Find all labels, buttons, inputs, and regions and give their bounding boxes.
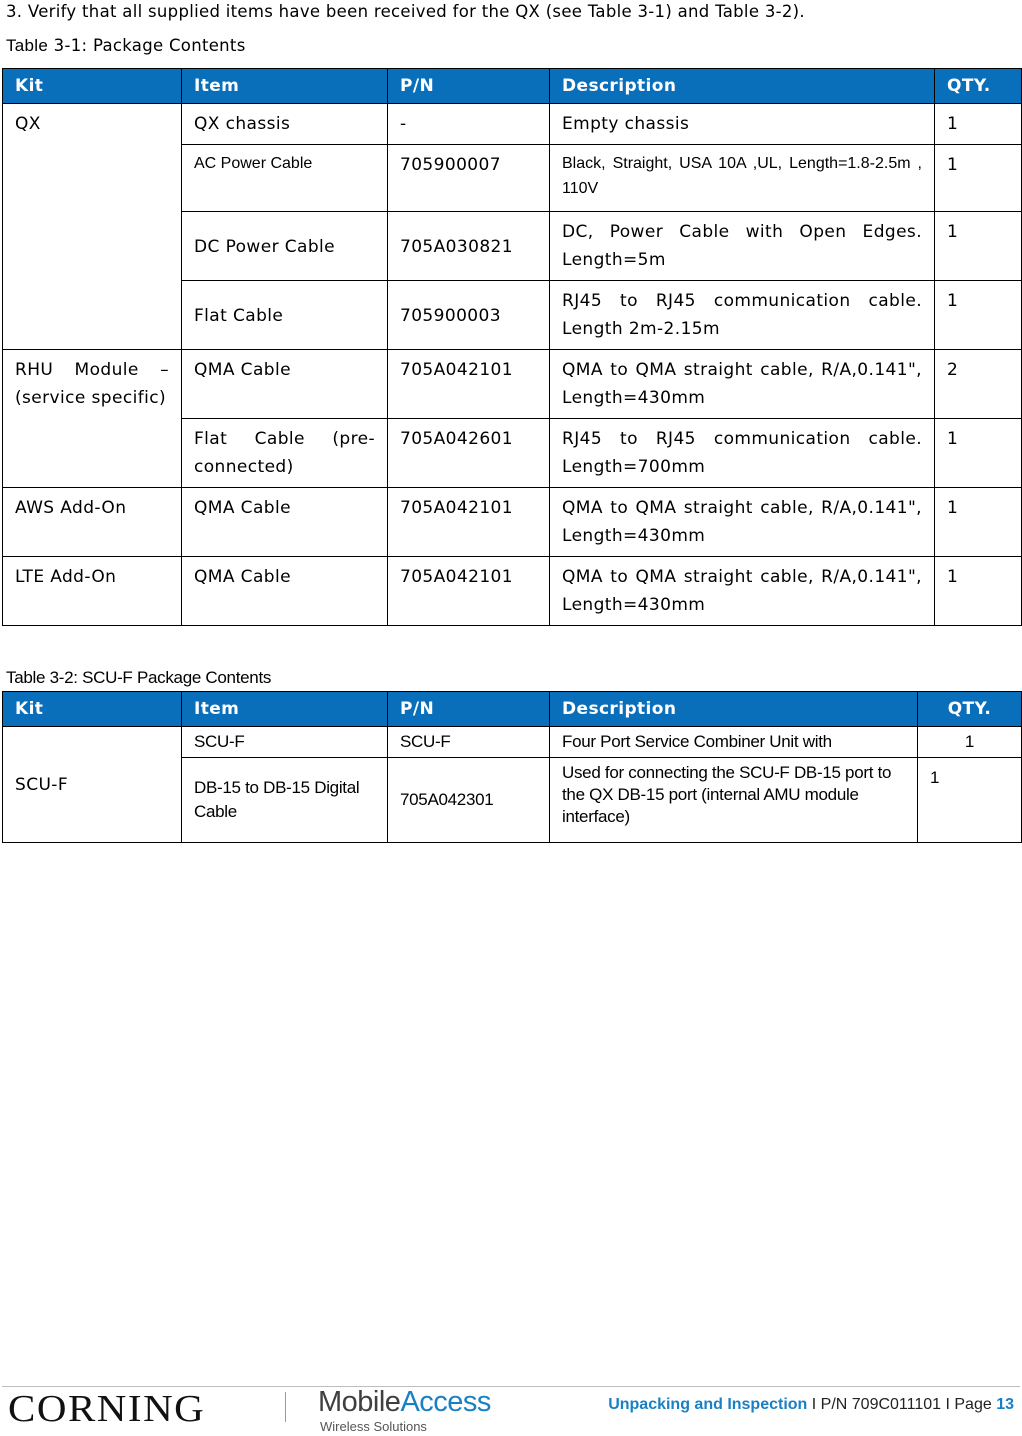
table-row (3, 488, 1022, 557)
qty-cell: 1 (935, 145, 1022, 212)
table-row (3, 727, 1022, 758)
pn-cell: 705900007 (388, 145, 550, 212)
qty-cell: 1 (918, 727, 1022, 758)
header-qty: QTY. (918, 692, 1022, 727)
kit-cell: AWS Add-On (3, 488, 182, 557)
mobileaccess-logo (318, 1386, 491, 1419)
table-row (3, 104, 1022, 145)
header-description: Description (550, 692, 918, 727)
pn-cell: 705900003 (388, 281, 550, 350)
item-cell: QX chassis (182, 104, 388, 145)
header-qty: QTY. (935, 69, 1022, 104)
qty-cell: 2 (935, 350, 1022, 419)
kit-cell: SCU-F (3, 727, 182, 843)
item-cell: SCU-F (182, 727, 388, 758)
qty-cell: 1 (935, 419, 1022, 488)
item-cell: AC Power Cable (182, 145, 388, 212)
description-cell: QMA to QMA straight cable, R/A,0.141", Length=430mm (550, 488, 935, 557)
header-pn: P/N (388, 69, 550, 104)
description-cell: Used for connecting the SCU-F DB-15 port to the QX DB-15 port (internal AMU module interface) (550, 758, 918, 843)
table-header-row (3, 692, 1022, 727)
table-1-caption (6, 36, 246, 56)
pn-cell: 705A042101 (388, 488, 550, 557)
pn-cell: 705A030821 (388, 212, 550, 281)
item-cell: DB-15 to DB-15 Digital Cable (182, 758, 388, 843)
pn-cell: 705A042301 (388, 758, 550, 843)
item-cell: Flat Cable (182, 281, 388, 350)
pn-cell: - (388, 104, 550, 145)
description-cell: RJ45 to RJ45 communication cable. Length 2m-2.15m (550, 281, 935, 350)
header-item: Item (182, 69, 388, 104)
description-cell: Four Port Service Combiner Unit with (550, 727, 918, 758)
pn-cell: 705A042101 (388, 557, 550, 626)
item-cell: QMA Cable (182, 557, 388, 626)
table-row (3, 557, 1022, 626)
table-2-caption: Table 3-2: SCU-F Package Contents (6, 668, 272, 687)
item-cell: DC Power Cable (182, 212, 388, 281)
footer-section-title: Unpacking and Inspection (608, 1396, 808, 1413)
header-pn: P/N (388, 692, 550, 727)
header-kit: Kit (3, 69, 182, 104)
table-1-caption-prefix: Table (6, 36, 49, 55)
description-cell: Black, Straight, USA 10A ,UL, Length=1.8-2.5m , 110V (550, 145, 935, 212)
item-cell: QMA Cable (182, 488, 388, 557)
table-row (3, 350, 1022, 419)
pn-cell: SCU-F (388, 727, 550, 758)
description-cell: RJ45 to RJ45 communication cable. Length=700mm (550, 419, 935, 488)
header-kit: Kit (3, 692, 182, 727)
qty-cell: 1 (935, 488, 1022, 557)
step-instruction: 3. Verify that all supplied items have been received for the QX (see Table 3-1) and Table 3-2). (6, 2, 805, 21)
mobileaccess-tagline: Wireless Solutions (320, 1419, 427, 1434)
description-cell: Empty chassis (550, 104, 935, 145)
footer-pn-text: I P/N 709C011101 I Page (807, 1396, 997, 1413)
header-item: Item (182, 692, 388, 727)
item-cell: Flat Cable (pre-connected) (182, 419, 388, 488)
mobileaccess-logo-part-2: Access (400, 1386, 491, 1418)
kit-cell: QX (3, 104, 182, 350)
description-cell: DC, Power Cable with Open Edges. Length=5m (550, 212, 935, 281)
item-cell: QMA Cable (182, 350, 388, 419)
pn-cell: 705A042601 (388, 419, 550, 488)
table-1-caption-title: 3-1: Package Contents (48, 36, 246, 55)
header-description: Description (550, 69, 935, 104)
qty-cell: 1 (935, 557, 1022, 626)
description-cell: QMA to QMA straight cable, R/A,0.141", Length=430mm (550, 350, 935, 419)
qty-cell: 1 (935, 212, 1022, 281)
kit-cell: RHU Module – (service specific) (3, 350, 182, 488)
scu-f-package-table (2, 691, 1022, 843)
table-header-row (3, 69, 1022, 104)
corning-logo: CORNING (8, 1386, 206, 1430)
qty-cell: 1 (918, 758, 1022, 843)
package-contents-table (2, 68, 1022, 626)
qty-cell: 1 (935, 104, 1022, 145)
logo-separator (285, 1392, 286, 1422)
page-footer (608, 1396, 1014, 1414)
footer-page-number: 13 (996, 1396, 1014, 1413)
kit-cell: LTE Add-On (3, 557, 182, 626)
mobileaccess-logo-part-1: Mobile (318, 1386, 401, 1418)
pn-cell: 705A042101 (388, 350, 550, 419)
qty-cell: 1 (935, 281, 1022, 350)
description-cell: QMA to QMA straight cable, R/A,0.141", Length=430mm (550, 557, 935, 626)
